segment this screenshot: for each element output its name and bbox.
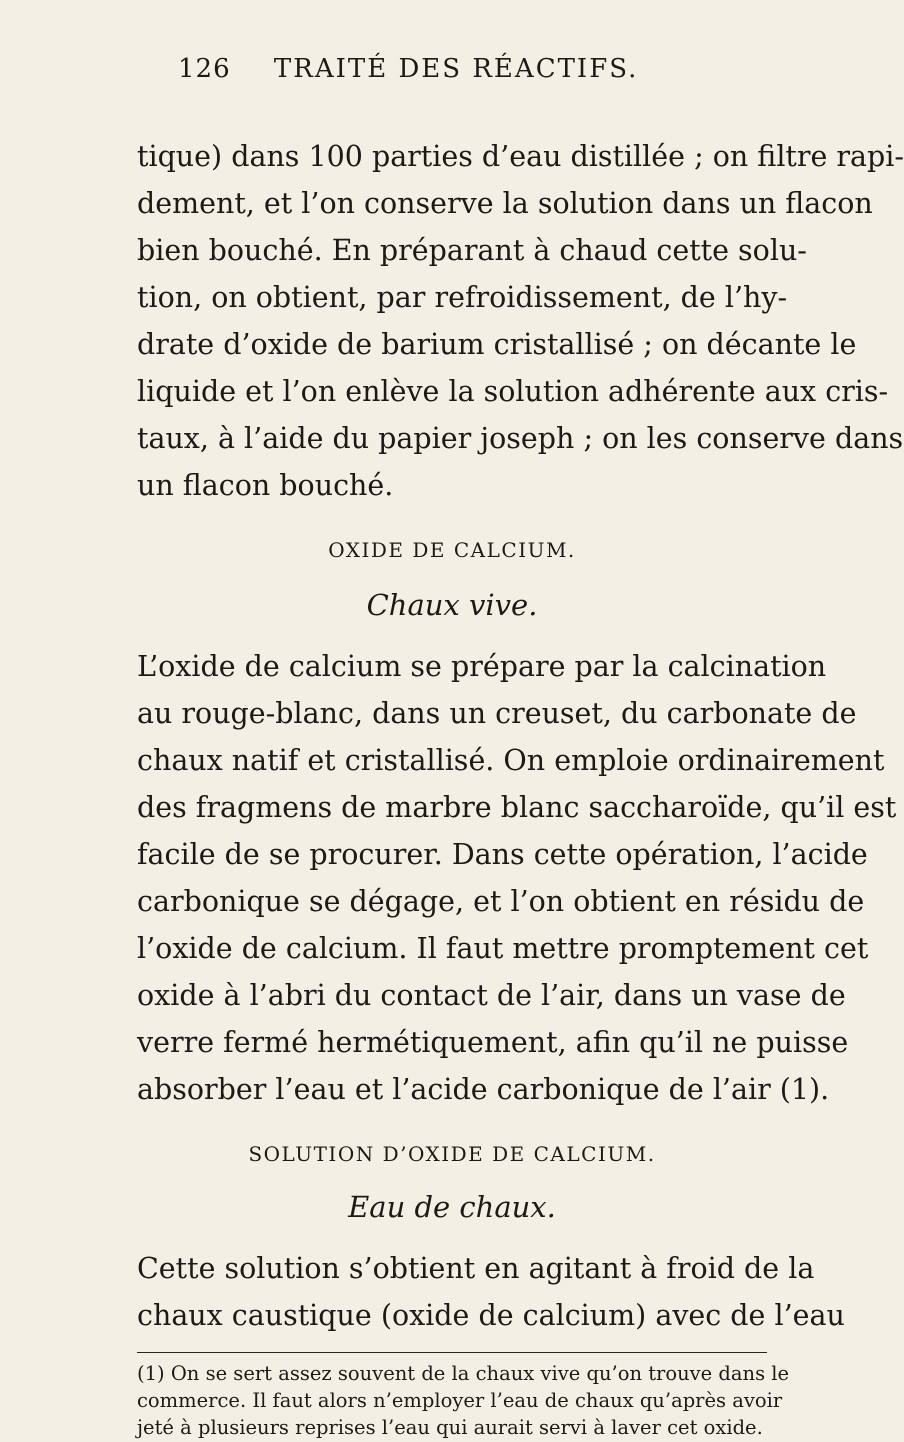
running-header <box>178 54 638 84</box>
body-line: facile de se procurer. Dans cette opération, l’acide <box>137 838 868 871</box>
footnote-line: jeté à plusieurs reprises l’eau qui aurait servi à laver cet oxide. <box>137 1416 763 1439</box>
body-line: liquide et l’on enlève la solution adhérente aux cris- <box>137 375 889 408</box>
page-number: 126 <box>178 54 231 84</box>
body-line: au rouge-blanc, dans un creuset, du carbonate de <box>137 697 857 730</box>
body-line: carbonique se dégage, et l’on obtient en résidu de <box>137 885 865 918</box>
body-line: oxide à l’abri du contact de l’air, dans un vase de <box>137 979 846 1012</box>
running-title: TRAITÉ DES RÉACTIFS. <box>273 54 639 84</box>
footnote-line: commerce. Il faut alors n’employer l’eau de chaux qu’après avoir <box>137 1389 783 1412</box>
body-line: chaux natif et cristallisé. On emploie ordinairement <box>137 744 885 777</box>
body-line: taux, à l’aide du papier joseph ; on les conserve dans <box>137 422 904 455</box>
body-line: un flacon bouché. <box>137 469 394 502</box>
body-line: Cette solution s’obtient en agitant à froid de la <box>137 1252 815 1285</box>
section-subheading-eau-de-chaux: Eau de chaux. <box>348 1190 556 1224</box>
body-line: l’oxide de calcium. Il faut mettre promptement cet <box>137 932 869 965</box>
section-subheading-chaux-vive: Chaux vive. <box>366 588 538 622</box>
footnote-rule <box>137 1352 767 1353</box>
body-line: verre fermé hermétiquement, afin qu’il ne puisse <box>137 1026 849 1059</box>
body-line: absorber l’eau et l’acide carbonique de l’air (1). <box>137 1073 830 1106</box>
body-line: chaux caustique (oxide de calcium) avec de l’eau <box>137 1299 845 1332</box>
body-line: bien bouché. En préparant à chaud cette solu- <box>137 234 807 267</box>
section-heading-solution-oxide-calcium: SOLUTION D’OXIDE DE CALCIUM. <box>248 1142 656 1166</box>
body-line: dement, et l’on conserve la solution dans un flacon <box>137 187 873 220</box>
body-line: tion, on obtient, par refroidissement, de l’hy- <box>137 281 788 314</box>
body-line: des fragmens de marbre blanc saccharoïde, qu’il est <box>137 791 897 824</box>
body-line: L’oxide de calcium se prépare par la calcination <box>137 650 827 683</box>
footnote-line: (1) On se sert assez souvent de la chaux vive qu’on trouve dans le <box>137 1362 790 1385</box>
section-heading-oxide-calcium: OXIDE DE CALCIUM. <box>328 538 576 562</box>
body-line: tique) dans 100 parties d’eau distillée ; on filtre rapi- <box>137 140 904 173</box>
body-line: drate d’oxide de barium cristallisé ; on décante le <box>137 328 857 361</box>
